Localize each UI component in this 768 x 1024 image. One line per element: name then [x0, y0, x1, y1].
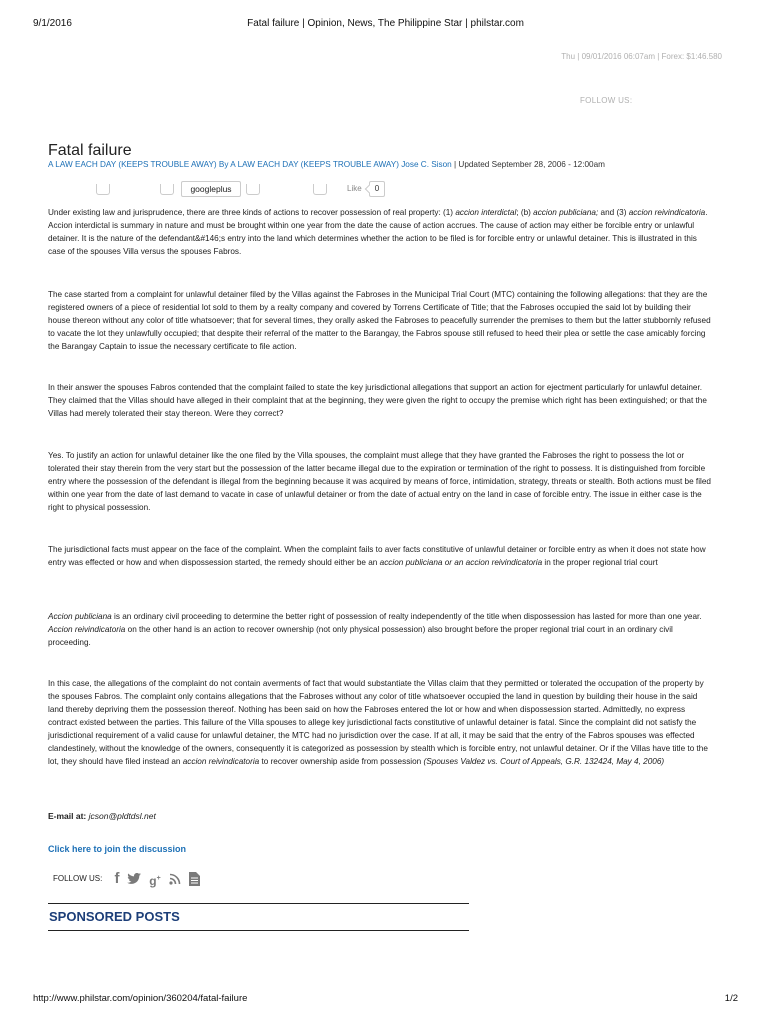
print-page-title: Fatal failure | Opinion, News, The Philippine Star | philstar.com [247, 18, 524, 29]
date-forex-bar: Thu | 09/01/2016 06:07am | Forex: $1:46.580 [561, 52, 722, 61]
join-discussion-link[interactable]: Click here to join the discussion [48, 844, 187, 854]
document-icon[interactable] [186, 870, 202, 888]
page-number: 1/2 [724, 993, 738, 1004]
sponsored-posts-heading: SPONSORED POSTS [49, 909, 180, 924]
article-title: Fatal failure [48, 142, 132, 159]
byline [48, 160, 605, 169]
share-button-stub[interactable] [160, 184, 174, 195]
sponsored-posts-section [48, 903, 469, 931]
print-footer [33, 993, 738, 1007]
paragraph-7: In this case, the allegations of the complaint do not contain averments of fact that would substantiate the Villas claim that they permitted or tolerated the occupation of the property by the spouses Fabros. The complaint only contains allegations that the Fabroses without any color of title whatsoever occupied the land in question by building their house in the said land thereby depriving them the possession thereof. Nothing has been said on how the Fabroses entered the lot or how and when dispossession started. Admittedly, no express contract existed between the parties. This failure of the Villa spouses to allege key jurisdictional facts constitutive of unlawful detainer is fatal. Since the complaint did not satisfy the jurisdictional requirement of a valid cause for unlawful detainer, the MTC had no jurisdiction over the case. If at all, it may be said that the entry of the Fabros spouses was effected clandestinely, without the knowledge of the owners, consequently it is categorized as possession by stealth which is forcible entry, not unlawful detainer. Or if the Villas have title to the lot, they should have filed instead an accion reivindicatoria to recover ownership aside from possession (Spouses Valdez vs. Court of Appeals, G.R. 132424, May 4, 2006) [48, 679, 708, 766]
paragraph-2: The case started from a complaint for unlawful detainer filed by the Villas against the Fabroses in the Municipal Trial Court (MTC) containing the following allegations: that they are the registered owners of a piece of residential lot sold to them by a realty company and covered by Torrens Certificate of Title; that the Fabroses occupied the said lot by building their house thereon without any color of title whatsoever; that for several times, they orally asked the Fabroses to peacefully surrender the premises to them but the latter stubbornly refused to vacate the lot they unlawfully occupied; that despite their referral of the matter to the Barangay, the Fabros spouse still refused to heed their plea or settle the case amicably forcing the Barangay Captain to issue the necessary certificate to file action. [48, 290, 711, 351]
paragraph-5: The jurisdictional facts must appear on the face of the complaint. When the complaint fails to aver facts constitutive of unlawful detainer or forcible entry as when it does not state how entry was effected or how and when dispossession started, the remedy should either be an accion publiciana or an accion reivindicatoria in the proper regional trial court [48, 545, 706, 567]
follow-us-label: FOLLOW US: [53, 874, 103, 883]
print-header [33, 18, 738, 32]
print-url: http://www.philstar.com/opinion/360204/fatal-failure [33, 993, 248, 1004]
share-bar [48, 181, 468, 201]
author-email: E-mail at: jcson@pldtdsl.net [48, 811, 156, 821]
share-button-stub[interactable] [313, 184, 327, 195]
share-button-stub[interactable] [96, 184, 110, 195]
like-count: 0 [369, 181, 385, 197]
paragraph-3: In their answer the spouses Fabros contended that the complaint failed to state the key jurisdictional allegations that support an action for ejectment particularly for unlawful detainer. They claimed that the Villas should have alleged in their complaint that at the beginning, they were given the right to occupy the premise which right has been extinguished; or that the Villas had merely tolerated their stay thereon. Were they correct? [48, 383, 707, 418]
googleplus-share-button[interactable]: googleplus [181, 181, 241, 197]
paragraph-4: Yes. To justify an action for unlawful detainer like the one filed by the Villa spouses, the complaint must allege that they have granted the Fabroses the right to possess the lot or tolerated their stay therein from the very start but the possession of the latter became illegal due to the expiration or termination of the right to possess. It is distinguished from forcible entry where the possession of the defendant is illegal from the beginning because it was acquired by means of force, intimidation, strategy, threats or stealth. Both actions must be filed within one year from the date of last demand to vacate in case of unlawful detainer or from the date of actual entry on the land in case of forcible entry. The issue in either case is the right to physical possession. [48, 451, 711, 512]
updated-date: | Updated September 28, 2006 - 12:00am [451, 160, 605, 169]
like-button[interactable]: Like [347, 184, 362, 193]
author-link[interactable]: A LAW EACH DAY (KEEPS TROUBLE AWAY) By A LAW EACH DAY (KEEPS TROUBLE AWAY) Jose C. Sison [48, 160, 452, 169]
share-button-stub[interactable] [246, 184, 260, 195]
paragraph-6: Accion publiciana is an ordinary civil proceeding to determine the better right of possession of realty independently of the title when dispossession has lasted for more than one year. Accion reivindicatoria on the other hand is an action to recover ownership (not only physical possession) also brought before the proper regional trial court in an ordinary civil proceeding. [48, 612, 702, 647]
paragraph-1: Under existing law and jurisprudence, there are three kinds of actions to recover possession of real property: (1) accion interdictal; (b) accion publiciana; and (3) accion reivindicatoria. Accion interdictal is summary in nature and must be brought within one year from the date the cause of action accrues. The cause of action may either be forcible entry or unlawful detainer. It is the nature of the defendant&#146;s entry into the land which determines whether the action to be filed is for forcible entry or unlawful detainer. This is illustrated in this case of the spouses Villa versus the spouses Fabros. [48, 208, 708, 256]
googleplus-icon[interactable]: g+ [149, 874, 161, 888]
twitter-icon[interactable] [126, 870, 142, 888]
follow-us-header-label: FOLLOW US: [580, 96, 633, 105]
facebook-icon[interactable]: f [114, 870, 120, 887]
print-date: 9/1/2016 [33, 18, 72, 29]
email-address[interactable]: jcson@pldtdsl.net [88, 811, 156, 821]
rss-icon[interactable] [167, 870, 183, 888]
